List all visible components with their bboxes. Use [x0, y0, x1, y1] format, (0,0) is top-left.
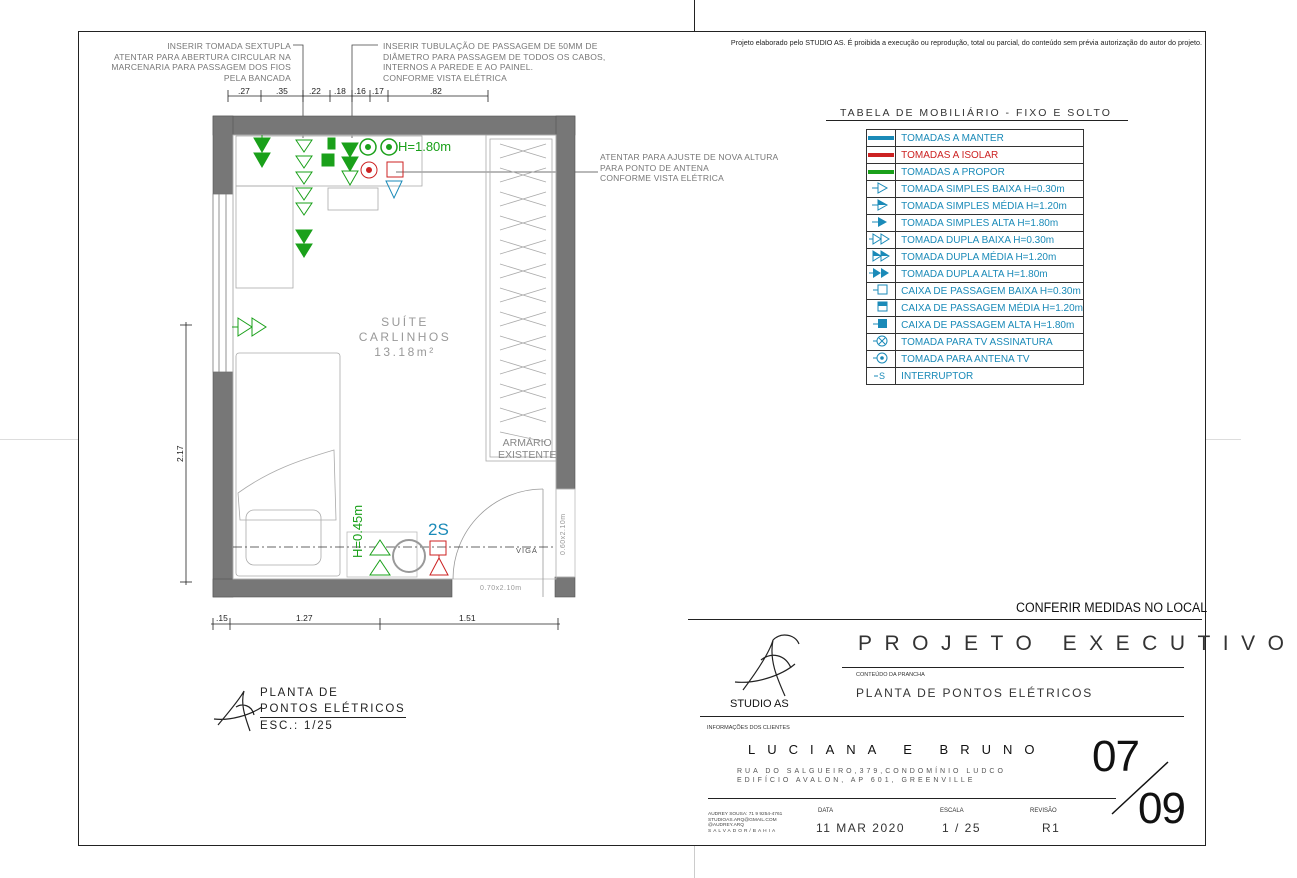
revision-value: R1 [1042, 821, 1061, 835]
date-label: DATA [818, 808, 834, 814]
outlet-double-low-icon [867, 232, 896, 249]
legend-row: TOMADAS A PROPOR [867, 164, 1084, 181]
dim-top-4: .16 [354, 86, 366, 96]
date-value: 11 MAR 2020 [816, 821, 905, 835]
outlet-single-mid-icon [867, 198, 896, 215]
client-name: LUCIANA E BRUNO [748, 742, 1047, 757]
client-address-1: RUA DO SALGUEIRO,379,CONDOMÍNIO LUDCO [737, 768, 1006, 775]
annotation-note-2: INSERIR TUBULAÇÃO DE PASSAGEM DE 50MM DE DIÂMETRO PARA PASSAGEM DE TODOS OS CABOS, INTERNOS A PAREDE E AO PAINEL. CONFORME VISTA ELÉTRICA [383, 41, 606, 83]
legend-row: CAIXA DE PASSAGEM MÉDIA H=1.20m [867, 300, 1084, 317]
bed [236, 353, 340, 576]
junction-box-low-icon [867, 283, 896, 300]
legend-row: CAIXA DE PASSAGEM BAIXA H=0.30m [867, 283, 1084, 300]
isolated-outlets [361, 162, 448, 575]
legend-row: TOMADA PARA ANTENA TV [867, 351, 1084, 368]
project-title: PROJETO EXECUTIVO [858, 632, 1297, 655]
legend-title-underline [826, 120, 1128, 121]
legend-row: TOMADAS A MANTER [867, 130, 1084, 147]
door-label-1: 0.70x2.10m [480, 585, 522, 592]
bottom-dimension-line [211, 618, 560, 630]
height-label-top: H=1.80m [398, 139, 452, 154]
plan-title: PLANTA DE PONTOS ELÉTRICOS ESC.: 1/25 [260, 687, 406, 732]
dim-top-2: .22 [309, 86, 321, 96]
dim-top-0: .27 [238, 86, 250, 96]
tv-subscription-outlet-icon [867, 334, 896, 351]
contact-info: AUDREY SOUSA: 71 9 9254-4761 STUDIOAS.ARQ@GMAIL.COM @AUDREY.ARQ SALVADOR/BAHIA [708, 812, 783, 834]
studio-logo [725, 630, 815, 702]
dim-top-1: .35 [276, 86, 288, 96]
sheet-number: 07 [1092, 732, 1139, 781]
red-line-icon [867, 147, 896, 164]
legend-row: CAIXA DE PASSAGEM ALTA H=1.80m [867, 317, 1084, 334]
verify-measurements-note: CONFERIR MEDIDAS NO LOCAL [1016, 600, 1208, 615]
outlet-double-mid-icon [867, 249, 896, 266]
switch-icon [867, 368, 896, 385]
scale-label: ESCALA [940, 808, 964, 814]
sheet-total: 09 [1138, 784, 1185, 833]
beam-label: VIGA [516, 546, 538, 555]
green-line-icon [867, 164, 896, 181]
legend-row: S INTERRUPTOR [867, 368, 1084, 385]
legend-row: TOMADA SIMPLES BAIXA H=0.30m [867, 181, 1084, 198]
revision-label: REVISÃO [1030, 808, 1057, 814]
legend-title: TABELA DE MOBILIÁRIO - FIXO E SOLTO [840, 107, 1112, 119]
dim-top-6: .82 [430, 86, 442, 96]
dim-bottom-1: 1.27 [296, 613, 313, 623]
annotation-note-1: INSERIR TOMADA SEXTUPLA ATENTAR PARA ABERTURA CIRCULAR NA MARCENARIA PARA PASSAGEM DOS FIOS PELA BANCADA [111, 41, 291, 83]
outlet-single-high-icon [867, 215, 896, 232]
dim-bottom-0: .15 [216, 613, 228, 623]
studio-name: STUDIO AS [730, 698, 789, 710]
junction-box-high-icon [867, 317, 896, 334]
legend-table [866, 129, 1084, 385]
room-name: SUÍTE CARLINHOS 13.18m² [358, 315, 452, 359]
wardrobe-label: ARMÁRIO EXISTENTE [498, 437, 557, 461]
dim-bottom-2: 1.51 [459, 613, 476, 623]
legend-row: TOMADA SIMPLES MÉDIA H=1.20m [867, 198, 1084, 215]
outlet-double-high-icon [867, 266, 896, 283]
legend-row: TOMADA DUPLA BAIXA H=0.30m [867, 232, 1084, 249]
height-label-bottom: H=0.45m [350, 504, 365, 558]
door-label-2: 0.60x2.10m [560, 513, 567, 555]
blue-line-icon [867, 130, 896, 147]
dim-top-3: .18 [334, 86, 346, 96]
sheet-content-label: CONTEÚDO DA PRANCHA [856, 672, 925, 678]
window [213, 194, 233, 372]
sheet-content: PLANTA DE PONTOS ELÉTRICOS [856, 686, 1094, 700]
title-block-line-1 [688, 619, 1202, 620]
scale-value: 1 / 25 [942, 821, 982, 835]
title-block-line-2 [842, 667, 1184, 668]
client-address-2: EDIFÍCIO AVALON, AP 601, GREENVILLE [737, 777, 976, 784]
svg-text:S: S [879, 370, 886, 381]
lamp [393, 540, 425, 572]
switch-label: 2S [428, 520, 449, 539]
disclaimer: Projeto elaborado pelo STUDIO AS. É proibida a execução ou reprodução, total ou parcial, do conteúdo sem prévia autorização do autor do projeto. [730, 38, 1202, 47]
dim-left: 2.17 [175, 445, 185, 462]
tv-antenna-outlet-icon [867, 351, 896, 368]
annotation-note-3: ATENTAR PARA AJUSTE DE NOVA ALTURA PARA PONTO DE ANTENA CONFORME VISTA ELÉTRICA [600, 152, 779, 183]
legend-row: TOMADA DUPLA MÉDIA H=1.20m [867, 249, 1084, 266]
title-block-line-4 [708, 798, 1116, 799]
legend-row: TOMADA PARA TV ASSINATURA [867, 334, 1084, 351]
junction-box-mid-icon [867, 300, 896, 317]
legend-row: TOMADA DUPLA ALTA H=1.80m [867, 266, 1084, 283]
outlet-single-low-icon [867, 181, 896, 198]
legend-row: TOMADA SIMPLES ALTA H=1.80m [867, 215, 1084, 232]
client-info-label: INFORMAÇÕES DOS CLIENTES [707, 725, 790, 731]
legend-row: TOMADAS A ISOLAR [867, 147, 1084, 164]
wardrobe [486, 135, 556, 461]
kept-outlet [386, 181, 402, 198]
title-block-line-3 [700, 716, 1184, 717]
dim-top-5: .17 [372, 86, 384, 96]
